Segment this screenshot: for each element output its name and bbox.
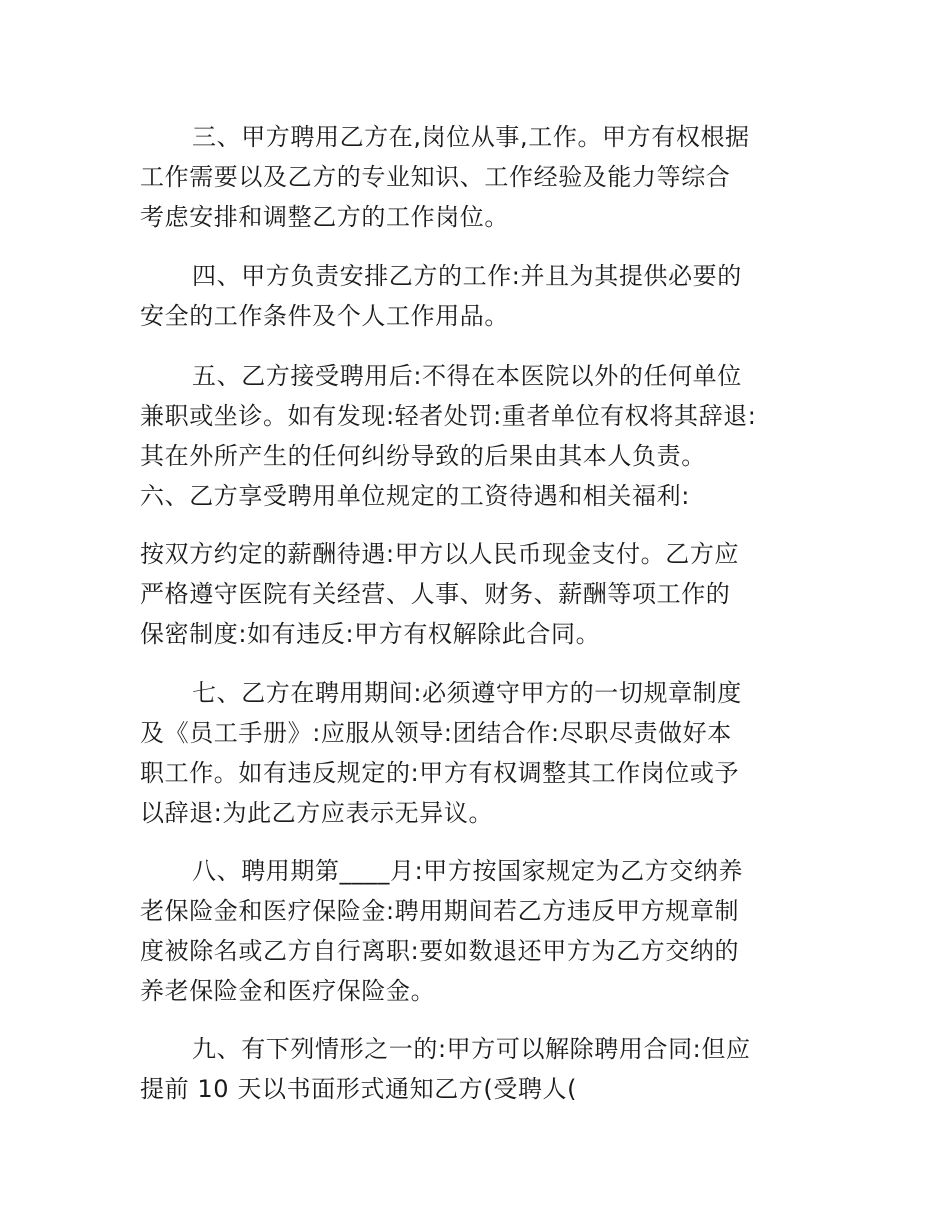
paragraph-line: 六、乙方享受聘用单位规定的工资待遇和相关福利:: [140, 482, 690, 510]
paragraph-line: 九、有下列情形之一的:甲方可以解除聘用合同:但应: [192, 1035, 751, 1063]
paragraph-line: 兼职或坐诊。如有发现:轻者处罚:重者单位有权将其辞退:: [140, 402, 757, 430]
paragraph-line: 养老保险金和医疗保险金。: [140, 977, 436, 1005]
paragraph-line: 其在外所产生的任何纠纷导致的后果由其本人负责。: [140, 442, 706, 470]
paragraph-line: 八、聘用期第____月:甲方按国家规定为乙方交纳养: [192, 857, 744, 885]
paragraph-line: 五、乙方接受聘用后:不得在本医院以外的任何单位: [192, 362, 742, 390]
paragraph-line: 保密制度:如有违反:甲方有权解除此合同。: [140, 620, 601, 648]
paragraph-clause-6-body: [140, 534, 840, 654]
paragraph-line: 提前 10 天以书面形式通知乙方(受聘人(: [140, 1075, 578, 1103]
paragraph-line: 四、甲方负责安排乙方的工作:并且为其提供必要的: [192, 262, 742, 290]
paragraph-line: 工作需要以及乙方的专业知识、工作经验及能力等综合: [140, 163, 731, 191]
paragraph-line: 职工作。如有违反规定的:甲方有权调整其工作岗位或予: [140, 759, 740, 787]
paragraph-line: 安全的工作条件及个人工作用品。: [140, 302, 509, 330]
paragraph-line: 考虑安排和调整乙方的工作岗位。: [140, 203, 509, 231]
paragraph-clause-3: [140, 117, 840, 237]
paragraph-line: 度被除名或乙方自行离职:要如数退还甲方为乙方交纳的: [140, 937, 740, 965]
paragraph-clause-4: [140, 256, 840, 336]
paragraph-clause-9: [140, 1029, 840, 1109]
paragraph-line: 三、甲方聘用乙方在,岗位从事,工作。甲方有权根据: [192, 123, 750, 151]
paragraph-line: 以辞退:为此乙方应表示无异议。: [140, 799, 494, 827]
paragraph-line: 老保险金和医疗保险金:聘用期间若乙方违反甲方规章制: [140, 897, 740, 925]
paragraph-clause-5: [140, 356, 840, 516]
paragraph-clause-8: [140, 851, 840, 1011]
paragraph-line: 及《员工手册》:应服从领导:团结合作:尽职尽责做好本: [140, 719, 732, 747]
paragraph-line: 严格遵守医院有关经营、人事、财务、薪酬等项工作的: [140, 580, 731, 608]
paragraph-line: 按双方约定的薪酬待遇:甲方以人民币现金支付。乙方应: [140, 540, 740, 568]
paragraph-clause-7: [140, 673, 840, 833]
paragraph-line: 七、乙方在聘用期间:必须遵守甲方的一切规章制度: [192, 679, 742, 707]
